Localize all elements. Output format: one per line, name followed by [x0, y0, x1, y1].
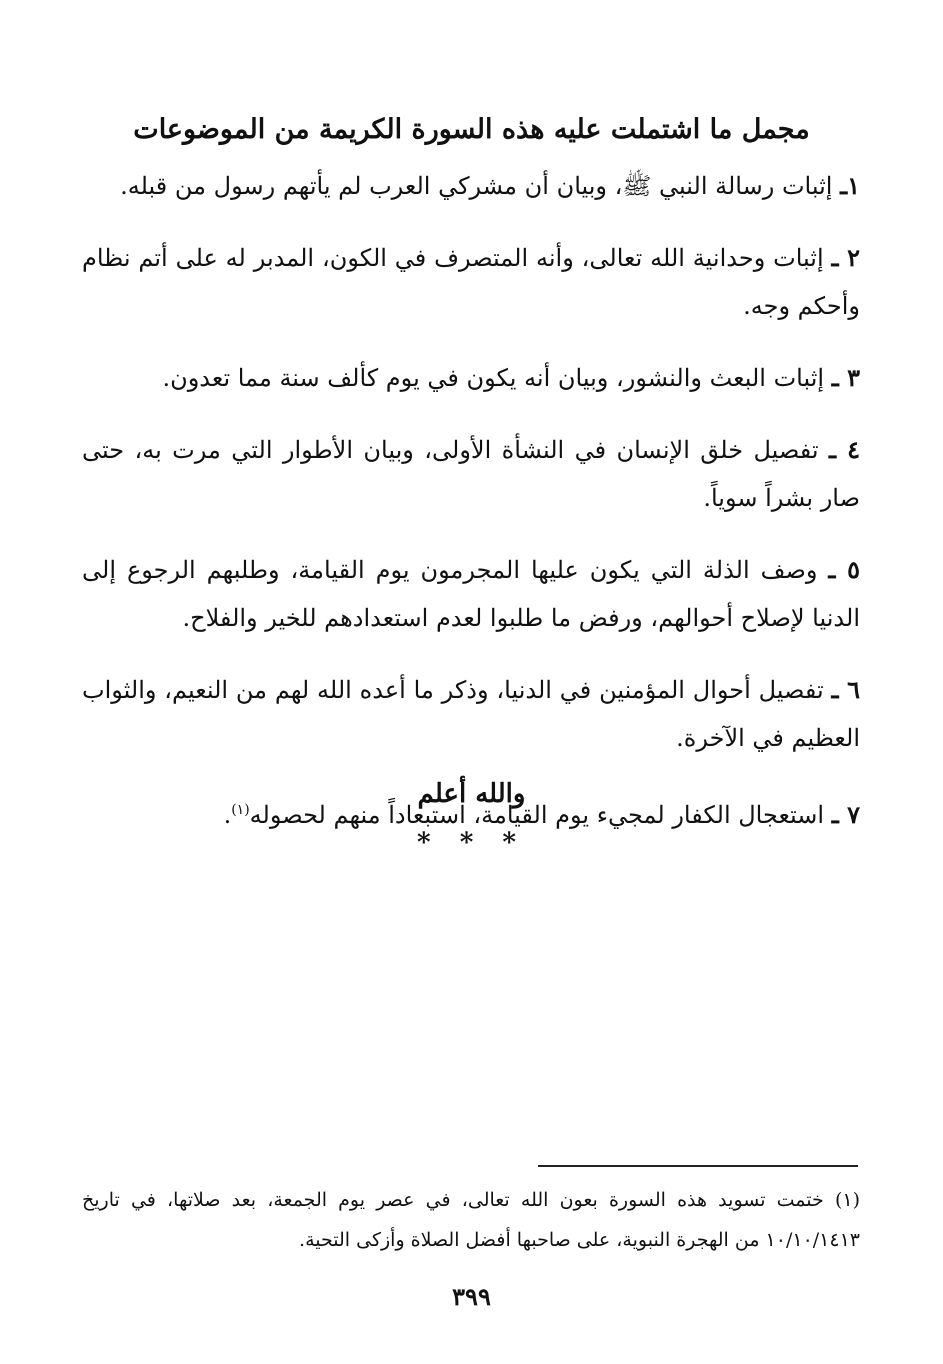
footnote-text: ختمت تسويد هذه السورة بعون الله تعالى، في عصر يوم الجمعة، بعد صلاتها، في تاريخ ١٠/١٠/١٤١٣ من الهجرة النبوية، على صاحبها أفضل الصلاة وأزكى التحية.: [82, 1189, 860, 1251]
footnote-marker: (١): [834, 1189, 860, 1211]
item-number: ٣ ـ: [831, 363, 860, 392]
item-text: تفصيل خلق الإنسان في النشأة الأولى، وبيان الأطوار التي مرت به، حتى صار بشراً سوياً.: [82, 436, 860, 512]
page-title: مجمل ما اشتملت عليه هذه السورة الكريمة من الموضوعات: [133, 114, 810, 145]
item-text: إثبات رسالة النبي ﷺ، وبيان أن مشركي العرب لم يأتهم رسول من قبله.: [120, 172, 833, 200]
item-tail: .: [223, 801, 232, 829]
footnote-reference[interactable]: (١): [231, 802, 250, 818]
item-text: إثبات البعث والنشور، وبيان أنه يكون في يوم كألف سنة مما تعدون.: [162, 364, 825, 392]
item-number: ٥ ـ: [828, 555, 860, 584]
item-number: ٧ ـ: [831, 800, 860, 829]
footnote-rule: [538, 1165, 858, 1167]
list-item: [82, 546, 860, 642]
footnote: [82, 1180, 860, 1260]
page-number: ٣٩٩: [452, 1282, 491, 1311]
item-text: تفصيل أحوال المؤمنين في الدنيا، وذكر ما أعده الله لهم من النعيم، والثواب العظيم في الآخرة.: [82, 676, 860, 752]
item-text: استعجال الكفار لمجيء يوم القيامة، استبعاداً منهم لحصوله: [249, 801, 825, 829]
topics-list: [82, 162, 860, 845]
list-item: [82, 234, 860, 330]
section-divider-stars: * * *: [417, 828, 526, 858]
item-number: ٤ ـ: [828, 435, 860, 464]
closing-phrase: والله أعلم: [417, 779, 526, 809]
item-text: وصف الذلة التي يكون عليها المجرمون يوم القيامة، وطلبهم الرجوع إلى الدنيا لإصلاح أحوالهم، ورفض ما طلبوا لعدم استعدادهم للخير والفلاح.: [82, 556, 860, 632]
list-item: [82, 426, 860, 522]
list-item: [82, 666, 860, 762]
item-number: ٦ ـ: [831, 675, 861, 704]
list-item: [82, 162, 860, 210]
item-number: ١ـ: [840, 171, 860, 200]
item-number: ٢ ـ: [831, 243, 861, 272]
list-item: [82, 354, 860, 402]
item-text: إثبات وحدانية الله تعالى، وأنه المتصرف في الكون، المدبر له على أتم نظام وأحكم وجه.: [82, 244, 860, 320]
